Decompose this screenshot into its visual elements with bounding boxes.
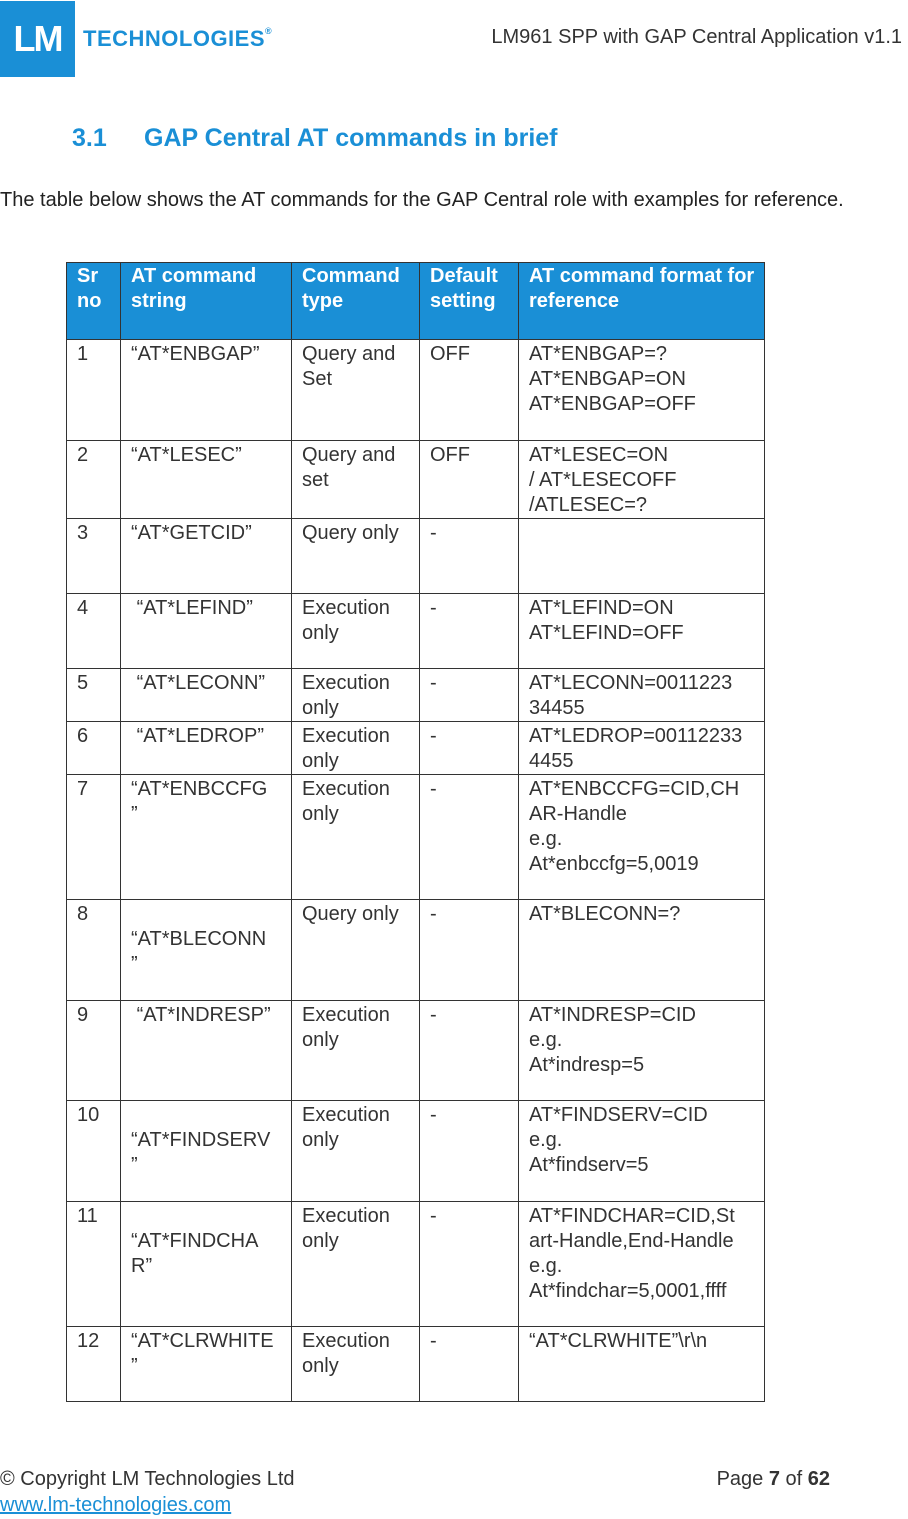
table-row (67, 519, 765, 594)
cell-command: “AT*LESEC” (121, 441, 292, 519)
table-row (67, 441, 765, 519)
cell-no: 6 (67, 722, 121, 775)
header-sr-no: Sr no (67, 263, 121, 340)
cell-default: - (420, 722, 519, 775)
cell-no: 4 (67, 594, 121, 669)
cell-type: Query only (292, 519, 420, 594)
cell-format: AT*LEFIND=ON AT*LEFIND=OFF (519, 594, 765, 669)
cell-default: - (420, 669, 519, 722)
section-number: 3.1 (72, 124, 107, 152)
cell-format: AT*LESEC=ON / AT*LESECOFF /ATLESEC=? (519, 441, 765, 519)
table-header-row (67, 263, 765, 340)
table-row (67, 1202, 765, 1327)
table-row (67, 722, 765, 775)
cell-command: “AT*LECONN” (121, 669, 292, 722)
cell-default: - (420, 900, 519, 1001)
cell-command: “AT*FINDSERV ” (121, 1101, 292, 1202)
cell-type: Execution only (292, 1101, 420, 1202)
cell-default: - (420, 1202, 519, 1327)
intro-paragraph: The table below shows the AT commands for the GAP Central role with examples for reference. (0, 189, 844, 211)
cell-type: Execution only (292, 775, 420, 900)
document-title: LM961 SPP with GAP Central Application v1.1 (491, 26, 902, 48)
cell-default: - (420, 1327, 519, 1402)
cell-type: Query and set (292, 441, 420, 519)
cell-default: - (420, 1101, 519, 1202)
cell-format: AT*LECONN=0011223 34455 (519, 669, 765, 722)
cell-default: OFF (420, 340, 519, 441)
cell-default: - (420, 594, 519, 669)
cell-command: “AT*ENBCCFG ” (121, 775, 292, 900)
cell-command: “AT*LEDROP” (121, 722, 292, 775)
table-row (67, 594, 765, 669)
cell-type: Execution only (292, 1327, 420, 1402)
cell-no: 8 (67, 900, 121, 1001)
cell-format: AT*ENBGAP=? AT*ENBGAP=ON AT*ENBGAP=OFF (519, 340, 765, 441)
header-command-type: Command type (292, 263, 420, 340)
cell-command: “AT*ENBGAP” (121, 340, 292, 441)
cell-type: Query only (292, 900, 420, 1001)
cell-format: AT*INDRESP=CID e.g. At*indresp=5 (519, 1001, 765, 1101)
cell-no: 9 (67, 1001, 121, 1101)
table-row (67, 1001, 765, 1101)
cell-type: Execution only (292, 1001, 420, 1101)
cell-type: Execution only (292, 669, 420, 722)
cell-format (519, 519, 765, 594)
cell-command: “AT*FINDCHA R” (121, 1202, 292, 1327)
cell-format: AT*BLECONN=? (519, 900, 765, 1001)
logo-mark: LM (0, 1, 75, 77)
cell-format: AT*LEDROP=00112233 4455 (519, 722, 765, 775)
cell-type: Execution only (292, 722, 420, 775)
at-command-table (66, 262, 765, 1402)
cell-type: Execution only (292, 594, 420, 669)
footer-page-number: Page 7 of 62 (716, 1468, 830, 1490)
cell-command: “AT*CLRWHITE ” (121, 1327, 292, 1402)
logo-text: TECHNOLOGIES® (83, 26, 273, 51)
cell-no: 10 (67, 1101, 121, 1202)
cell-type: Execution only (292, 1202, 420, 1327)
table-row (67, 775, 765, 900)
cell-default: - (420, 1001, 519, 1101)
cell-default: OFF (420, 441, 519, 519)
cell-default: - (420, 775, 519, 900)
cell-format: AT*FINDCHAR=CID,St art-Handle,End-Handle e.g. At*findchar=5,0001,ffff (519, 1202, 765, 1327)
cell-command: “AT*INDRESP” (121, 1001, 292, 1101)
footer-copyright: © Copyright LM Technologies Ltd (0, 1468, 295, 1490)
header-at-command-string: AT command string (121, 263, 292, 340)
footer-website-link[interactable]: www.lm-technologies.com (0, 1494, 232, 1516)
cell-no: 2 (67, 441, 121, 519)
cell-no: 5 (67, 669, 121, 722)
cell-no: 12 (67, 1327, 121, 1402)
table-row (67, 340, 765, 441)
page-current: 7 (768, 1468, 780, 1490)
registered-mark: ® (265, 26, 273, 36)
table-row (67, 1101, 765, 1202)
cell-default: - (420, 519, 519, 594)
section-title: GAP Central AT commands in brief (144, 124, 558, 152)
table-row (67, 669, 765, 722)
cell-command: “AT*GETCID” (121, 519, 292, 594)
section-heading (72, 124, 558, 153)
table-row (67, 900, 765, 1001)
cell-no: 11 (67, 1202, 121, 1327)
cell-format: AT*ENBCCFG=CID,CH AR-Handle e.g. At*enbccfg=5,0019 (519, 775, 765, 900)
cell-format: AT*FINDSERV=CID e.g. At*findserv=5 (519, 1101, 765, 1202)
cell-no: 7 (67, 775, 121, 900)
cell-no: 1 (67, 340, 121, 441)
header-default-setting: Default setting (420, 263, 519, 340)
table-row (67, 1327, 765, 1402)
cell-command: “AT*LEFIND” (121, 594, 292, 669)
cell-command: “AT*BLECONN ” (121, 900, 292, 1001)
page-total: 62 (807, 1468, 830, 1490)
cell-format: “AT*CLRWHITE”\r\n (519, 1327, 765, 1402)
header-command-format: AT command format for reference (519, 263, 765, 340)
cell-no: 3 (67, 519, 121, 594)
cell-type: Query and Set (292, 340, 420, 441)
